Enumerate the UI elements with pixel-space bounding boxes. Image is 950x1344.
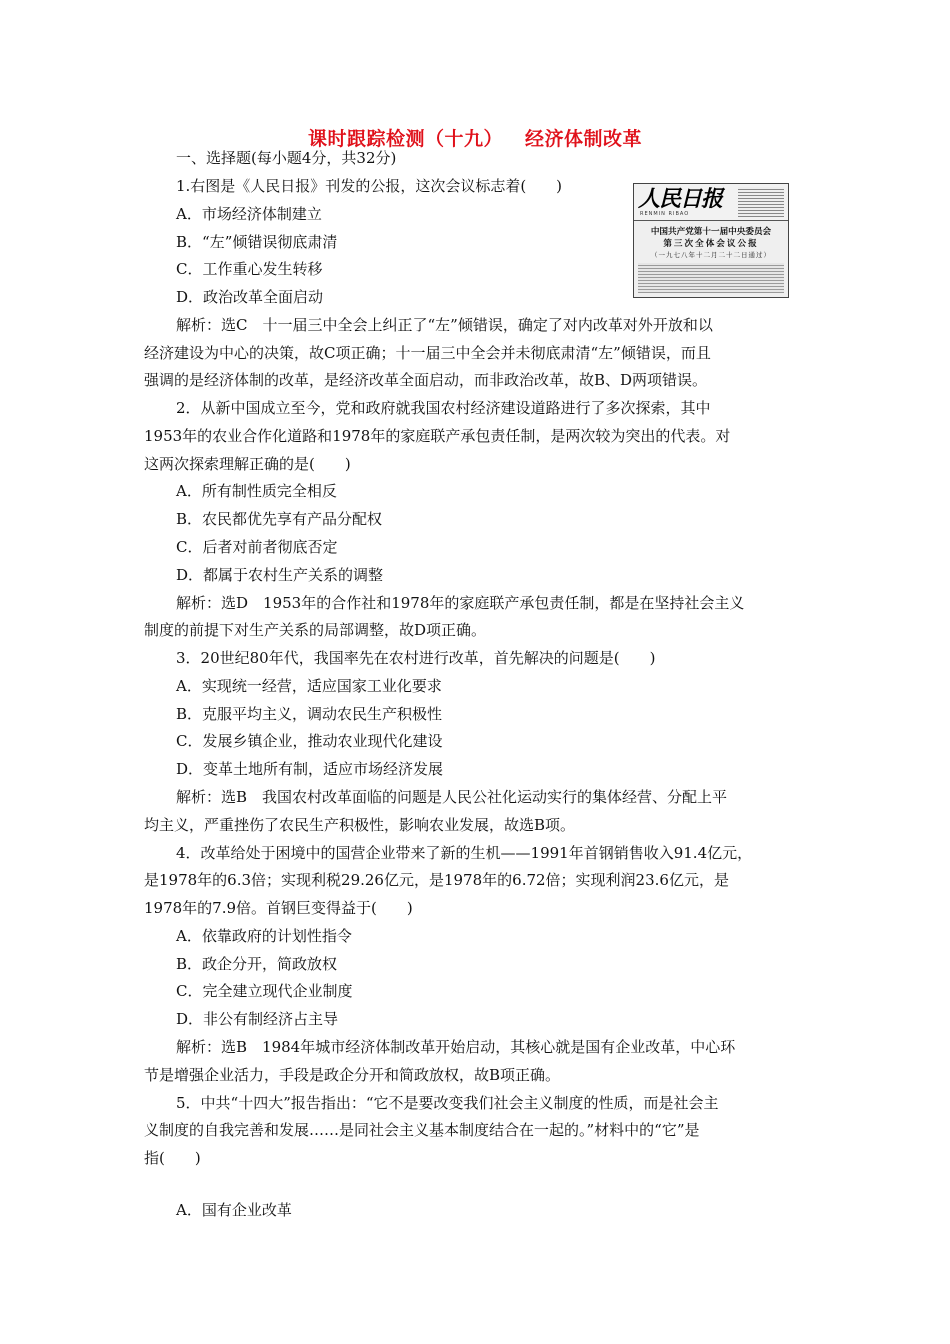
newspaper-headline-2: 第三次全体会议公报	[663, 239, 759, 249]
q4-option-a: A．依靠政府的计划性指令	[176, 927, 352, 945]
question-5-stem: 5．中共“十四大”报告指出：“它不是要改变我们社会主义制度的性质，而是社会主	[176, 1094, 719, 1112]
q4-explanation-line: 解析：选B 1984年城市经济体制改革开始启动，其核心就是国有企业改革，中心环	[176, 1038, 736, 1056]
q3-option-b: B．克服平均主义，调动农民生产积极性	[176, 705, 443, 723]
newspaper-side-text	[738, 187, 784, 217]
question-2-stem: 1953年的农业合作化道路和1978年的家庭联产承包责任制，是两次较为突出的代表。对	[144, 427, 731, 445]
q3-option-d: D．变革土地所有制，适应市场经济发展	[176, 760, 444, 778]
q1-option-b: B．“左”倾错误彻底肃清	[176, 233, 338, 251]
q1-explanation-line: 解析：选C 十一届三中全会上纠正了“左”倾错误，确定了对内改革对外开放和以	[176, 316, 713, 334]
question-3-stem: 3．20世纪80年代，我国率先在农村进行改革，首先解决的问题是( )	[176, 649, 656, 667]
q2-explanation-line: 制度的前提下对生产关系的局部调整，故D项正确。	[144, 621, 487, 639]
q1-explanation-line: 强调的是经济体制的改革，是经济改革全面启动，而非政治改革，故B、D两项错误。	[144, 371, 708, 389]
page-title	[0, 124, 950, 151]
newspaper-pinyin: RENMIN RIBAO	[640, 211, 690, 217]
q4-explanation-line: 节是增强企业活力，手段是政企分开和简政放权，故B项正确。	[144, 1066, 561, 1084]
question-4-stem: 1978年的7.9倍。首钢巨变得益于( )	[144, 899, 413, 917]
q2-option-d: D．都属于农村生产关系的调整	[176, 566, 384, 584]
section-header: 一、选择题(每小题4分，共32分)	[176, 149, 397, 167]
q3-explanation-line: 解析：选B 我国农村改革面临的问题是人民公社化运动实行的集体经营、分配上平	[176, 788, 728, 806]
q1-explanation-line: 经济建设为中心的决策，故C项正确；十一届三中全会并未彻底肃清“左”倾错误，而且	[144, 344, 711, 362]
q2-option-c: C．后者对前者彻底否定	[176, 538, 338, 556]
newspaper-masthead-area	[634, 184, 788, 221]
title-main: 课时跟踪检测（十九）	[307, 128, 503, 150]
newspaper-headline-3: （一九七八年十二月二十二日通过）	[651, 251, 771, 259]
newspaper-text-texture	[638, 263, 784, 293]
q2-option-b: B．农民都优先享有产品分配权	[176, 510, 383, 528]
question-2-stem: 这两次探索理解正确的是( )	[144, 455, 351, 473]
q2-explanation-line: 解析：选D 1953年的合作社和1978年的家庭联产承包责任制，都是在坚持社会主义	[176, 594, 745, 612]
q5-option-a: A．国有企业改革	[176, 1201, 292, 1219]
question-1-stem: 1.右图是《人民日报》刊发的公报，这次会议标志着( )	[176, 177, 563, 195]
q1-option-d: D．政治改革全面启动	[176, 288, 324, 306]
q2-option-a: A．所有制性质完全相反	[176, 482, 337, 500]
title-topic: 经济体制改革	[525, 128, 643, 150]
question-2-stem: 2．从新中国成立至今，党和政府就我国农村经济建设道路进行了多次探索，其中	[176, 399, 711, 417]
newspaper-masthead: 人民日报	[638, 186, 723, 212]
newspaper-image	[633, 183, 789, 298]
newspaper-body	[634, 221, 788, 297]
question-5-stem: 指( )	[144, 1149, 201, 1167]
question-4-stem: 是1978年的6.3倍；实现利税29.26亿元，是1978年的6.72倍；实现利润23.6亿元，是	[144, 871, 729, 889]
q1-option-a: A．市场经济体制建立	[176, 205, 322, 223]
q4-option-c: C．完全建立现代企业制度	[176, 982, 353, 1000]
q4-option-d: D．非公有制经济占主导	[176, 1010, 339, 1028]
q3-option-a: A．实现统一经营，适应国家工业化要求	[176, 677, 442, 695]
q4-option-b: B．政企分开，简政放权	[176, 955, 338, 973]
q3-option-c: C．发展乡镇企业，推动农业现代化建设	[176, 732, 443, 750]
question-5-stem: 义制度的自我完善和发展……是同社会主义基本制度结合在一起的。”材料中的“它”是	[144, 1121, 700, 1139]
q3-explanation-line: 均主义，严重挫伤了农民生产积极性，影响农业发展，故选B项。	[144, 816, 576, 834]
q1-option-c: C．工作重心发生转移	[176, 260, 323, 278]
question-4-stem: 4．改革给处于困境中的国营企业带来了新的生机——1991年首钢销售收入91.4亿元，	[176, 844, 753, 862]
newspaper-headline-1: 中国共产党第十一届中央委员会	[650, 227, 772, 237]
